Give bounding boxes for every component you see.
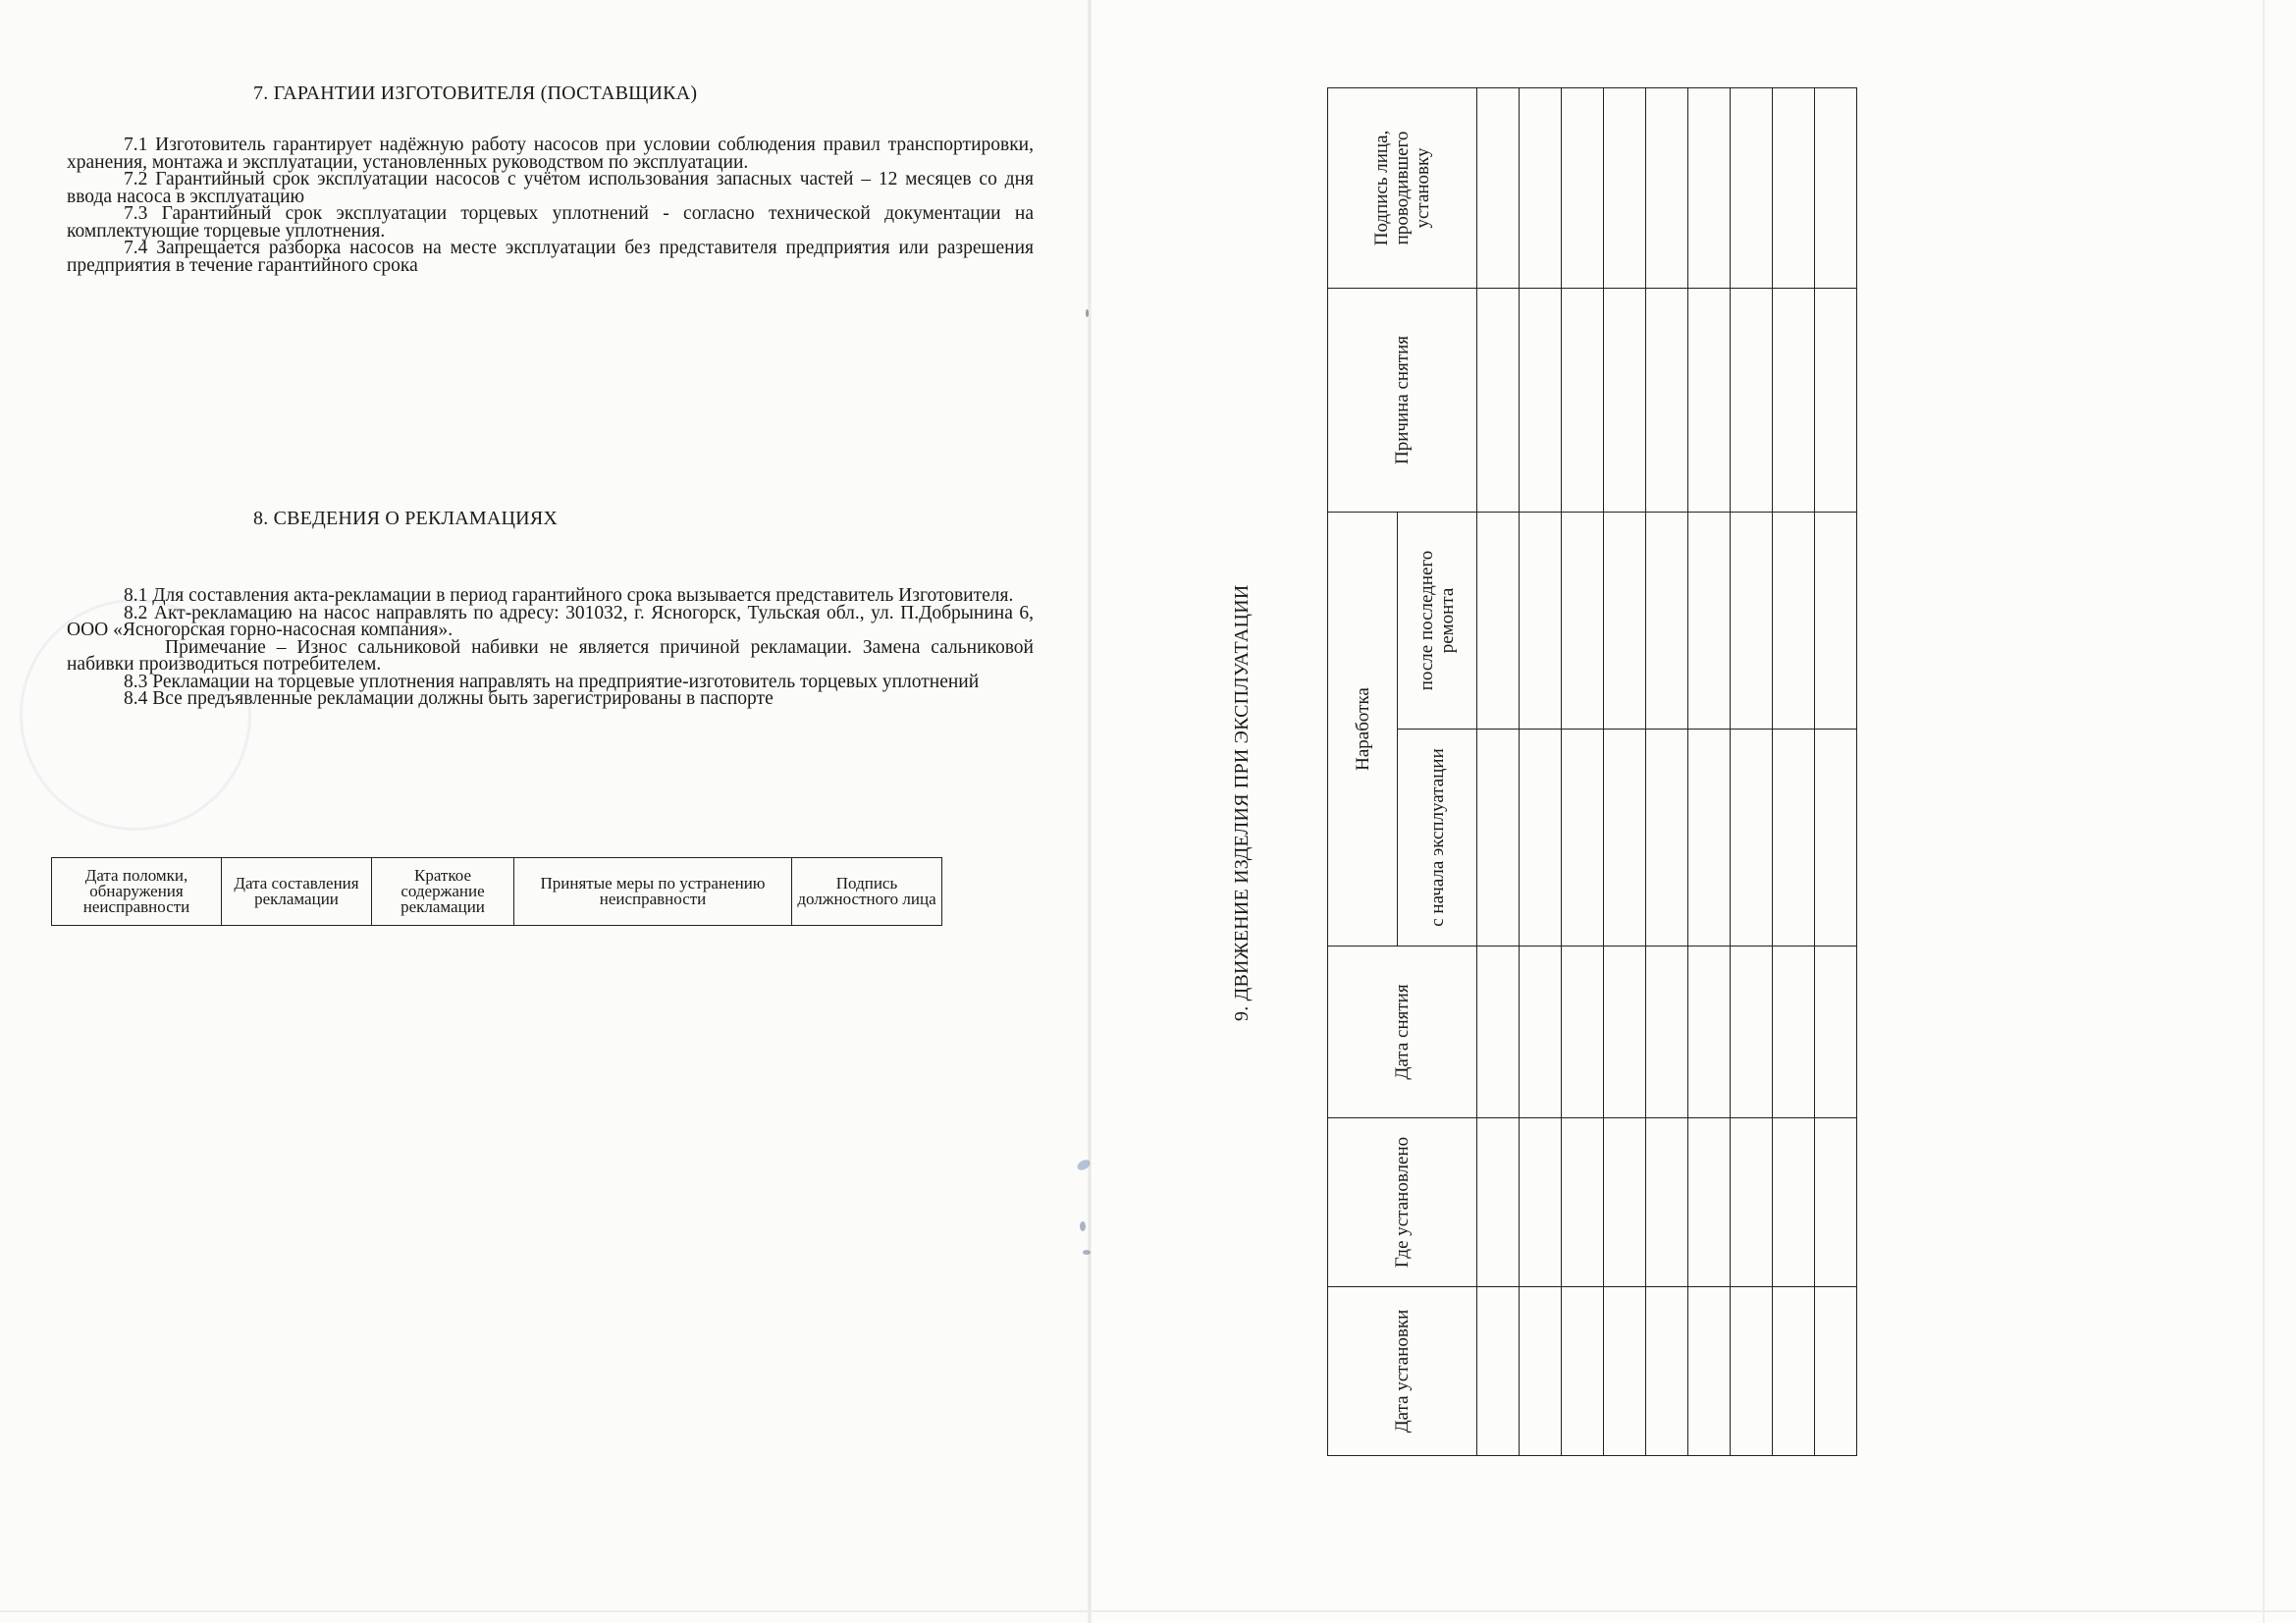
operation-table-cell (1562, 1287, 1604, 1456)
operation-table-cell (1646, 1287, 1688, 1456)
clause-8-4: 8.4 Все предъявленные рекламации должны быть зарегистрированы в паспорте (124, 688, 774, 709)
operation-table-cell (1562, 88, 1604, 289)
operation-table-cell (1773, 513, 1815, 730)
col-operating-time: Наработка (1328, 513, 1398, 947)
clause-7-1: 7.1 Изготовитель гарантирует надёжную работу насосов при условии соблюдения правил транспортировки, хранения, монтажа и эксплуатации, установленных руководством по эксплуатации. (67, 135, 1034, 173)
operation-table-cell (1477, 1118, 1520, 1287)
page-edge (2263, 0, 2265, 1623)
operation-table-cell (1520, 730, 1562, 947)
operation-table-cell (1477, 289, 1520, 513)
operation-table-cell (1604, 1118, 1646, 1287)
operation-table-cell (1773, 88, 1815, 289)
operation-table-cell (1646, 513, 1688, 730)
operation-table-cell (1604, 947, 1646, 1118)
scan-speck (1083, 1250, 1091, 1255)
operation-table-cell (1773, 289, 1815, 513)
operation-table-cell (1520, 88, 1562, 289)
clause-7-3: 7.3 Гарантийный срок эксплуатации торцевых уплотнений - согласно технической документации на комплектующие торцевые уплотнения. (67, 203, 1034, 242)
operation-table-cell (1477, 513, 1520, 730)
operation-table-row (1815, 88, 1857, 1456)
operation-table-cell (1477, 730, 1520, 947)
operation-table-cell (1604, 1287, 1646, 1456)
operation-table-area (1327, 88, 1870, 1456)
operation-table-cell (1562, 947, 1604, 1118)
operation-table-cell (1604, 513, 1646, 730)
operation-table-cell (1688, 513, 1731, 730)
operation-table-cell (1688, 1118, 1731, 1287)
clause-7-2: 7.2 Гарантийный срок эксплуатации насосов с учётом использования запасных частей – 12 месяцев со дня ввода насоса в эксплуатацию (67, 169, 1034, 207)
operation-table-row (1604, 88, 1646, 1456)
section-8-body (67, 587, 1034, 708)
clause-7-4: 7.4 Запрещается разборка насосов на месте эксплуатации без представителя предприятия или разрешения предприятия в течение гарантийного срока (67, 238, 1034, 276)
operation-table-cell (1520, 289, 1562, 513)
operation-table-cell (1562, 1118, 1604, 1287)
operation-table-cell (1604, 730, 1646, 947)
operation-table (1327, 87, 1857, 1456)
col-removal-date: Дата снятия (1328, 947, 1477, 1118)
col-where-installed: Где установлено (1328, 1118, 1477, 1287)
operation-table-row (1773, 88, 1815, 1456)
operation-table-cell (1731, 289, 1773, 513)
col-install-date: Дата установки (1328, 1287, 1477, 1456)
operation-table-cell (1646, 1118, 1688, 1287)
clause-8-note: Примечание – Износ сальниковой набивки не является причиной рекламации. Замена сальниковой набивки производиться потребителем. (67, 636, 1034, 675)
col-removal-reason: Причина снятия (1328, 289, 1477, 513)
operation-table-cell (1731, 947, 1773, 1118)
operation-table-cell (1731, 730, 1773, 947)
operation-table-cell (1688, 1287, 1731, 1456)
operation-header-row-1 (1328, 88, 1398, 1456)
operation-table-cell (1815, 513, 1857, 730)
operation-table-cell (1646, 88, 1688, 289)
operation-table-cell (1815, 88, 1857, 289)
col-installer-signature: Подпись лица, проводившего установку (1328, 88, 1477, 289)
operation-table-cell (1688, 289, 1731, 513)
clause-8-1: 8.1 Для составления акта-рекламации в период гарантийного срока вызывается представитель Изготовителя. (124, 585, 1014, 606)
scan-speck (1080, 1221, 1086, 1231)
operation-table-cell (1688, 88, 1731, 289)
operation-table-cell (1773, 1118, 1815, 1287)
operation-table-cell (1688, 730, 1731, 947)
operation-table-cell (1562, 730, 1604, 947)
section-7-body (67, 136, 1034, 274)
operation-table-row (1520, 88, 1562, 1456)
operation-table-row (1646, 88, 1688, 1456)
section-9-title: 9. ДВИЖЕНИЕ ИЗДЕЛИЯ ПРИ ЭКСПЛУАТАЦИИ (1231, 584, 1253, 1021)
operation-table-cell (1731, 1287, 1773, 1456)
operation-table-cell (1815, 1287, 1857, 1456)
operation-table-cell (1815, 289, 1857, 513)
operation-table-cell (1773, 730, 1815, 947)
operation-table-cell (1562, 513, 1604, 730)
operation-table-cell (1646, 947, 1688, 1118)
operation-table-row (1477, 88, 1520, 1456)
page-fold (1088, 0, 1092, 1623)
operation-table-cell (1520, 1118, 1562, 1287)
operation-table-cell (1520, 947, 1562, 1118)
clause-8-2: 8.2 Акт-рекламацию на насос направлять по адресу: 301032, г. Ясногорск, Тульская обл., ул. П.Добрынина 6, ООО «Ясногорская горно-насосная компания». (67, 602, 1034, 640)
page-bottom-edge (0, 1610, 2296, 1612)
operation-table-cell (1520, 1287, 1562, 1456)
section-8-title: 8. СВЕДЕНИЯ О РЕКЛАМАЦИЯХ (253, 508, 559, 529)
col-claim-date: Дата составления рекламации (222, 858, 372, 926)
scan-speck (1086, 309, 1089, 317)
operation-table-cell (1688, 947, 1731, 1118)
col-since-repair: после последнего ремонта (1398, 513, 1477, 730)
operation-table-cell (1773, 1287, 1815, 1456)
operation-table-cell (1731, 88, 1773, 289)
operation-table-cell (1477, 88, 1520, 289)
section-7-title: 7. ГАРАНТИИ ИЗГОТОВИТЕЛЯ (ПОСТАВЩИКА) (253, 82, 698, 104)
operation-table-cell (1773, 947, 1815, 1118)
operation-table-cell (1646, 730, 1688, 947)
operation-table-cell (1731, 1118, 1773, 1287)
reclamation-header-row (52, 858, 942, 926)
operation-table-cell (1604, 88, 1646, 289)
operation-table-cell (1646, 289, 1688, 513)
col-official-signature: Подпись должностного лица (792, 858, 942, 926)
operation-table-row (1688, 88, 1731, 1456)
clause-8-3: 8.3 Рекламации на торцевые уплотнения направлять на предприятие-изготовитель торцевых уплотнений (124, 671, 980, 692)
operation-table-cell (1604, 289, 1646, 513)
operation-table-cell (1477, 947, 1520, 1118)
col-failure-date: Дата поломки, обнаружения неисправности (52, 858, 222, 926)
operation-table-cell (1815, 947, 1857, 1118)
col-measures-taken: Принятые меры по устранению неисправности (514, 858, 792, 926)
operation-table-cell (1520, 513, 1562, 730)
operation-table-row (1731, 88, 1773, 1456)
col-claim-summary: Краткое содержание рекламации (372, 858, 514, 926)
operation-table-row (1562, 88, 1604, 1456)
operation-table-body (1477, 88, 1857, 1456)
operation-table-cell (1815, 1118, 1857, 1287)
col-since-start: с начала эксплуатации (1398, 730, 1477, 947)
operation-table-cell (1562, 289, 1604, 513)
operation-table-cell (1731, 513, 1773, 730)
operation-table-cell (1815, 730, 1857, 947)
operation-table-cell (1477, 1287, 1520, 1456)
reclamation-table (51, 857, 942, 926)
